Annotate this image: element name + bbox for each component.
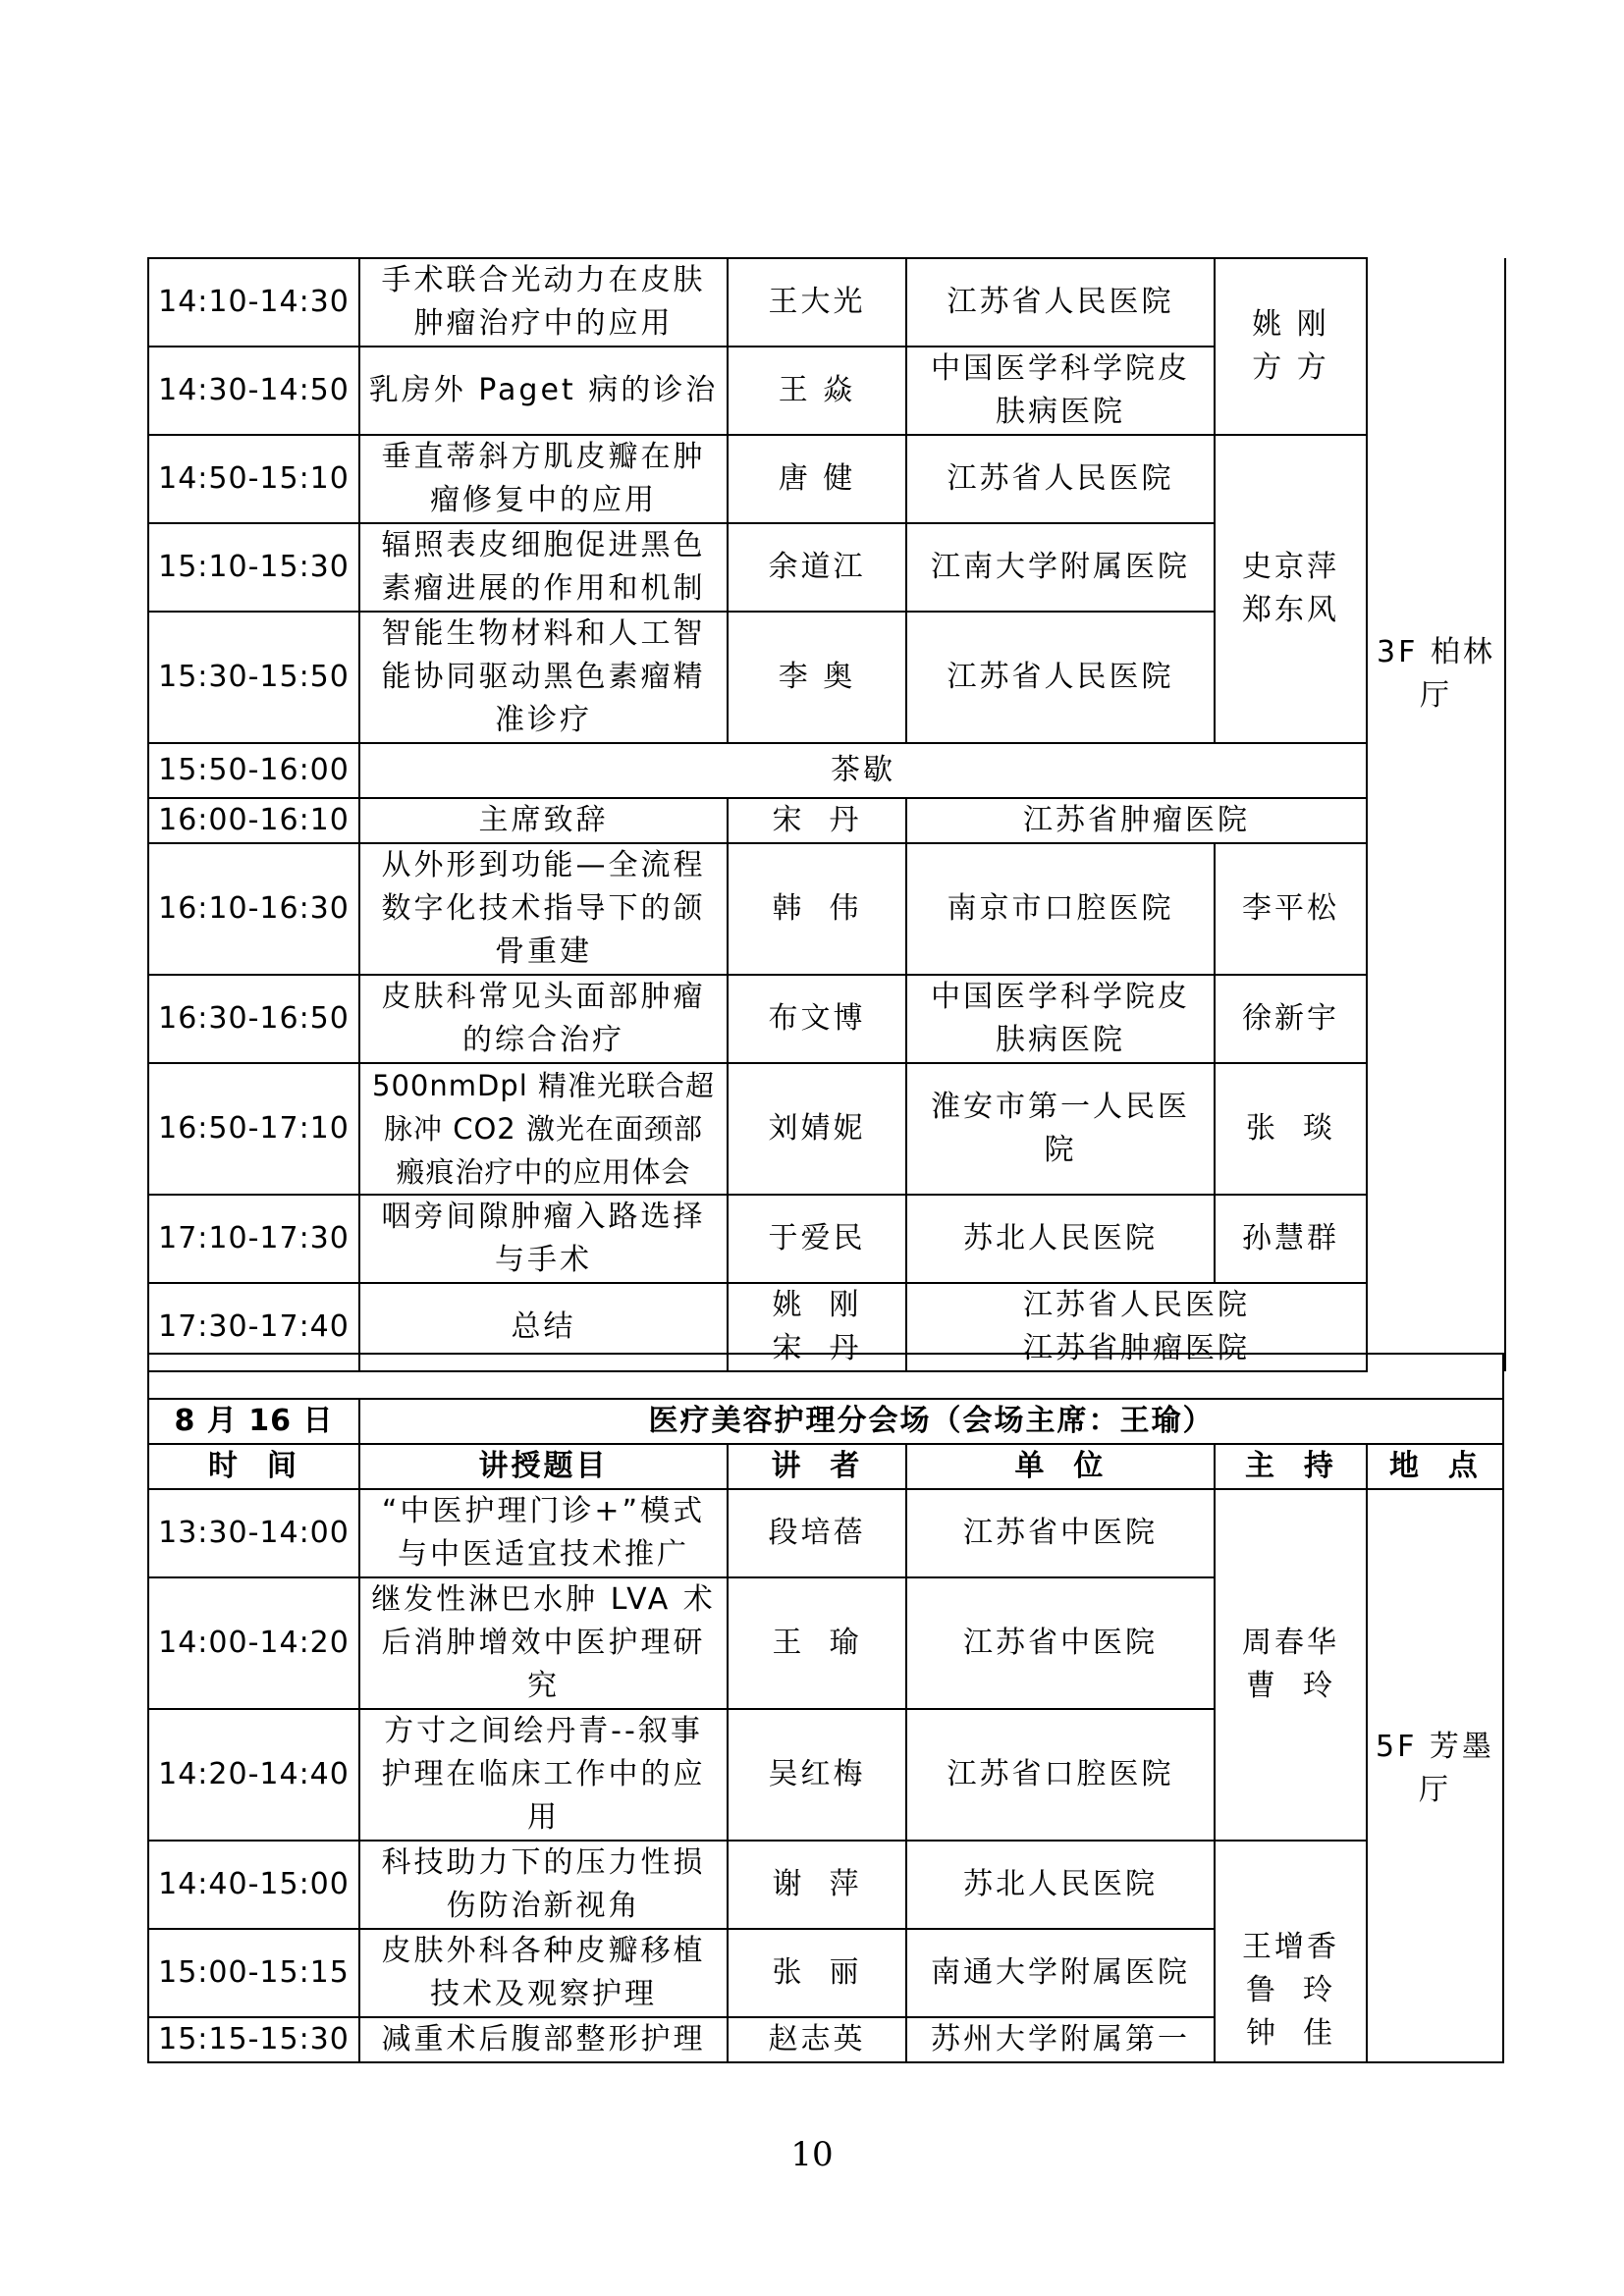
speaker-cell: 姚 刚 宋 丹 <box>728 1283 906 1371</box>
time-cell: 15:30-15:50 <box>148 612 359 743</box>
time-cell: 17:10-17:30 <box>148 1195 359 1283</box>
topic-cell: 手术联合光动力在皮肤 肿瘤治疗中的应用 <box>359 258 728 347</box>
header-row <box>148 1444 1503 1489</box>
speaker-cell: 王 瑜 <box>728 1577 906 1709</box>
speaker-cell: 吴红梅 <box>728 1709 906 1841</box>
speaker-cell: 唐 健 <box>728 435 906 523</box>
header-topic: 讲授题目 <box>359 1444 728 1489</box>
header-host: 主 持 <box>1215 1444 1367 1489</box>
break-cell: 茶歇 <box>359 743 1367 798</box>
topic-cell: 乳房外 Paget 病的诊治 <box>359 347 728 435</box>
host-cell: 张 琰 <box>1215 1063 1367 1195</box>
unit-cell: 江苏省中医院 <box>906 1577 1215 1709</box>
location-cell <box>1367 258 1505 1371</box>
session-date: 8 月 16 日 <box>148 1399 359 1444</box>
topic-cell: 辐照表皮细胞促进黑色 素瘤进展的作用和机制 <box>359 523 728 612</box>
table-row <box>148 1841 1503 1929</box>
time-cell: 14:50-15:10 <box>148 435 359 523</box>
speaker-cell: 赵志英 <box>728 2017 906 2062</box>
unit-cell: 江苏省人民医院 <box>906 612 1215 743</box>
time-cell: 15:10-15:30 <box>148 523 359 612</box>
unit-cell: 苏州大学附属第一 <box>906 2017 1215 2062</box>
table-row <box>148 798 1505 843</box>
topic-cell: 咽旁间隙肿瘤入路选择 与手术 <box>359 1195 728 1283</box>
host-cell: 徐新宇 <box>1215 975 1367 1063</box>
topic-cell: “中医护理门诊+”模式 与中医适宜技术推广 <box>359 1489 728 1577</box>
unit-cell: 苏北人民医院 <box>906 1195 1215 1283</box>
topic-cell: 皮肤科常见头面部肿瘤 的综合治疗 <box>359 975 728 1063</box>
speaker-cell: 于爱民 <box>728 1195 906 1283</box>
time-cell: 14:00-14:20 <box>148 1577 359 1709</box>
topic-cell: 从外形到功能—全流程 数字化技术指导下的颌 骨重建 <box>359 843 728 975</box>
unit-cell: 江苏省肿瘤医院 <box>906 798 1367 843</box>
host-cell: 姚 刚 方 方 <box>1215 258 1367 435</box>
spacer-cell <box>148 1354 1503 1399</box>
header-speaker: 讲 者 <box>728 1444 906 1489</box>
table-row <box>148 1489 1503 1577</box>
table-row <box>148 843 1505 975</box>
header-time: 时 间 <box>148 1444 359 1489</box>
topic-cell: 科技助力下的压力性损 伤防治新视角 <box>359 1841 728 1929</box>
unit-cell: 江苏省人民医院 <box>906 435 1215 523</box>
unit-cell: 江苏省中医院 <box>906 1489 1215 1577</box>
topic-cell: 减重术后腹部整形护理 <box>359 2017 728 2062</box>
unit-cell: 江苏省人民医院 江苏省肿瘤医院 <box>906 1283 1367 1371</box>
schedule-table-afternoon <box>147 257 1506 1372</box>
speaker-cell: 宋 丹 <box>728 798 906 843</box>
time-cell: 16:50-17:10 <box>148 1063 359 1195</box>
unit-cell: 江苏省人民医院 <box>906 258 1215 347</box>
schedule-table-nursing <box>147 1353 1504 2063</box>
time-cell: 14:40-15:00 <box>148 1841 359 1929</box>
location-label: 3F 柏林 厅 <box>1377 635 1495 713</box>
topic-cell: 方寸之间绘丹青--叙事 护理在临床工作中的应 用 <box>359 1709 728 1841</box>
speaker-cell: 刘婧妮 <box>728 1063 906 1195</box>
time-cell: 15:50-16:00 <box>148 743 359 798</box>
unit-cell: 南通大学附属医院 <box>906 1929 1215 2017</box>
speaker-cell: 布文博 <box>728 975 906 1063</box>
header-location: 地 点 <box>1367 1444 1503 1489</box>
speaker-cell: 谢 萍 <box>728 1841 906 1929</box>
unit-cell: 中国医学科学院皮 肤病医院 <box>906 347 1215 435</box>
table-row <box>148 743 1505 798</box>
spacer-row <box>148 1354 1503 1399</box>
time-cell: 16:00-16:10 <box>148 798 359 843</box>
time-cell: 17:30-17:40 <box>148 1283 359 1371</box>
host-cell: 李平松 <box>1215 843 1367 975</box>
session-title: 医疗美容护理分会场（会场主席：王瑜） <box>359 1399 1503 1444</box>
unit-cell: 苏北人民医院 <box>906 1841 1215 1929</box>
topic-cell: 皮肤外科各种皮瓣移植 技术及观察护理 <box>359 1929 728 2017</box>
unit-cell: 中国医学科学院皮 肤病医院 <box>906 975 1215 1063</box>
page-number: 10 <box>790 2135 834 2174</box>
time-cell: 16:10-16:30 <box>148 843 359 975</box>
table-row <box>148 975 1505 1063</box>
session-title-row <box>148 1399 1503 1444</box>
unit-cell: 南京市口腔医院 <box>906 843 1215 975</box>
topic-cell: 总结 <box>359 1283 728 1371</box>
speaker-cell: 王 焱 <box>728 347 906 435</box>
time-cell: 14:20-14:40 <box>148 1709 359 1841</box>
speaker-cell: 王大光 <box>728 258 906 347</box>
time-cell: 13:30-14:00 <box>148 1489 359 1577</box>
time-cell: 14:30-14:50 <box>148 347 359 435</box>
speaker-cell: 张 丽 <box>728 1929 906 2017</box>
host-cell: 史京萍 郑东风 <box>1215 435 1367 743</box>
speaker-cell: 余道江 <box>728 523 906 612</box>
table-row <box>148 1195 1505 1283</box>
topic-cell: 智能生物材料和人工智 能协同驱动黑色素瘤精 准诊疗 <box>359 612 728 743</box>
host-cell: 王增香 鲁 玲 钟 佳 <box>1215 1841 1367 2062</box>
unit-cell: 江南大学附属医院 <box>906 523 1215 612</box>
header-unit: 单 位 <box>906 1444 1215 1489</box>
topic-cell: 垂直蒂斜方肌皮瓣在肿 瘤修复中的应用 <box>359 435 728 523</box>
host-cell: 周春华 曹 玲 <box>1215 1489 1367 1841</box>
topic-cell: 主席致辞 <box>359 798 728 843</box>
time-cell: 15:00-15:15 <box>148 1929 359 2017</box>
unit-cell: 淮安市第一人民医 院 <box>906 1063 1215 1195</box>
time-cell: 16:30-16:50 <box>148 975 359 1063</box>
table-row <box>148 1063 1505 1195</box>
host-cell: 孙慧群 <box>1215 1195 1367 1283</box>
speaker-cell: 李 奥 <box>728 612 906 743</box>
topic-cell: 500nmDpl 精准光联合超 脉冲 CO2 激光在面颈部 瘢痕治疗中的应用体会 <box>359 1063 728 1195</box>
location-cell: 5F 芳墨 厅 <box>1367 1489 1503 2062</box>
unit-cell: 江苏省口腔医院 <box>906 1709 1215 1841</box>
time-cell: 14:10-14:30 <box>148 258 359 347</box>
time-cell: 15:15-15:30 <box>148 2017 359 2062</box>
table-row <box>148 435 1505 523</box>
speaker-cell: 韩 伟 <box>728 843 906 975</box>
speaker-cell: 段培蓓 <box>728 1489 906 1577</box>
table-row <box>148 258 1505 347</box>
topic-cell: 继发性淋巴水肿 LVA 术 后消肿增效中医护理研 究 <box>359 1577 728 1709</box>
